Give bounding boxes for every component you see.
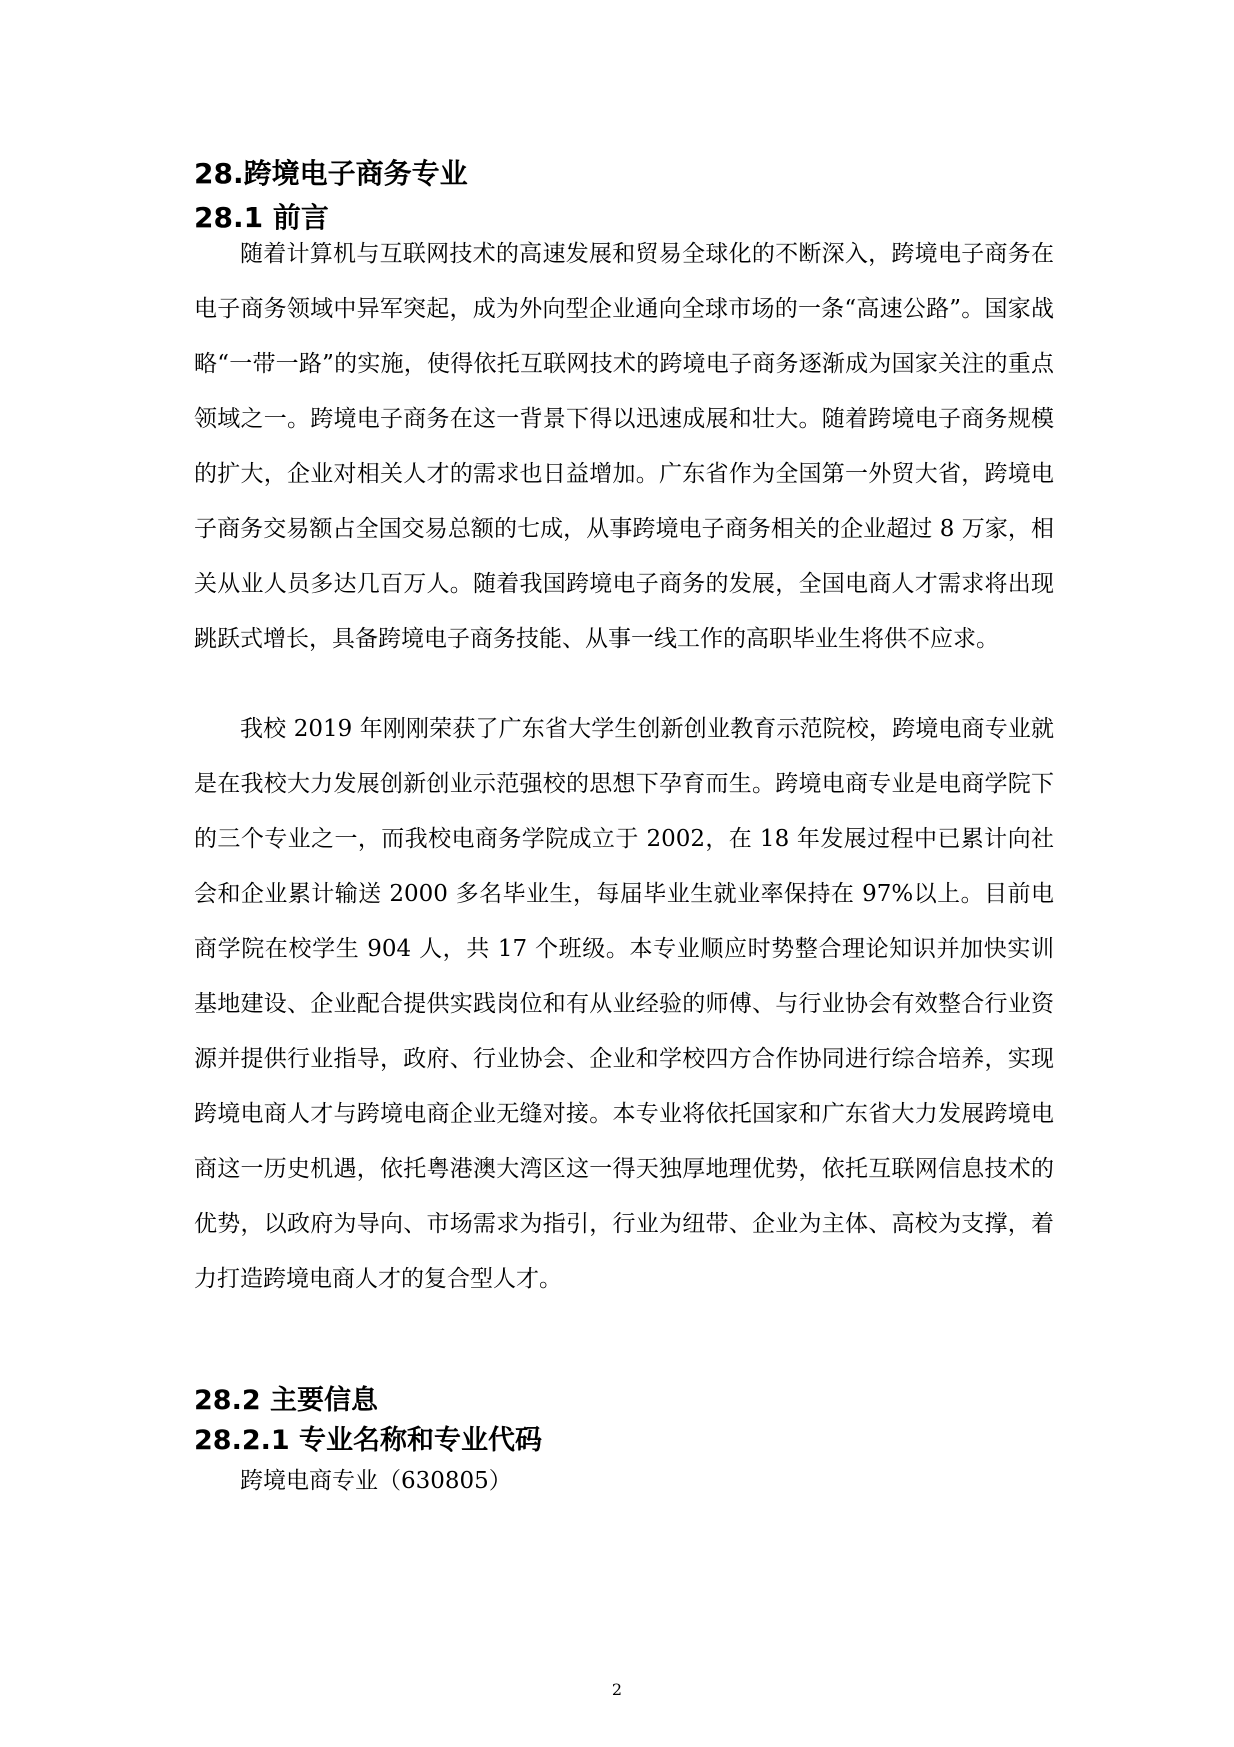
preface-paragraph-2: 我校 2019 年刚刚荣获了广东省大学生创新创业教育示范院校，跨境电商专业就是在我校大力发展创新创业示范强校的思想下孕育而生。跨境电商专业是电商学院下的三个专业之一，而我校电商务学院成立于 2002，在 18 年发展过程中已累计向社会和企业累计输送 2000 多名毕业生，每届毕业生就业率保持在 97%以上。目前电商学院在校学生 904 人，共 17 个班级。本专业顺应时势整合理论知识并加快实训基地建设、企业配合提供实践岗位和有从业经验的师傅、与行业协会有效整合行业资源并提供行业指导，政府、行业协会、企业和学校四方合作协同进行综合培养，实现跨境电商人才与跨境电商企业无缝对接。本专业将依托国家和广东省大力发展跨境电商这一历史机遇，依托粤港澳大湾区这一得天独厚地理优势，依托互联网信息技术的优势，以政府为导向、市场需求为指引，行业为纽带、企业为主体、高校为支撑，着力打造跨境电商人才的复合型人才。: [194, 716, 1054, 1292]
section-main-info-heading: 28.2 主要信息: [194, 1385, 379, 1416]
chapter-heading: 28.跨境电子商务专业: [194, 157, 468, 190]
preface-paragraph-1: 随着计算机与互联网技术的高速发展和贸易全球化的不断深入，跨境电子商务在电子商务领域中异军突起，成为外向型企业通向全球市场的一条“高速公路”。国家战略“一带一路”的实施，使得依托互联网技术的跨境电子商务逐渐成为国家关注的重点领域之一。跨境电子商务在这一背景下得以迅速成展和壮大。随着跨境电子商务规模的扩大，企业对相关人才的需求也日益增加。广东省作为全国第一外贸大省，跨境电子商务交易额占全国交易总额的七成，从事跨境电子商务相关的企业超过 8 万家，相关从业人员多达几百万人。随着我国跨境电子商务的发展，全国电商人才需求将出现跳跃式增长，具备跨境电子商务技能、从事一线工作的高职毕业生将供不应求。: [194, 241, 1054, 652]
major-name-code: 跨境电商专业（630805）: [240, 1468, 512, 1494]
page-number: 2: [611, 1680, 623, 1699]
section-preface-heading: 28.1 前言: [194, 201, 329, 234]
subsection-major-name-heading: 28.2.1 专业名称和专业代码: [194, 1425, 543, 1456]
